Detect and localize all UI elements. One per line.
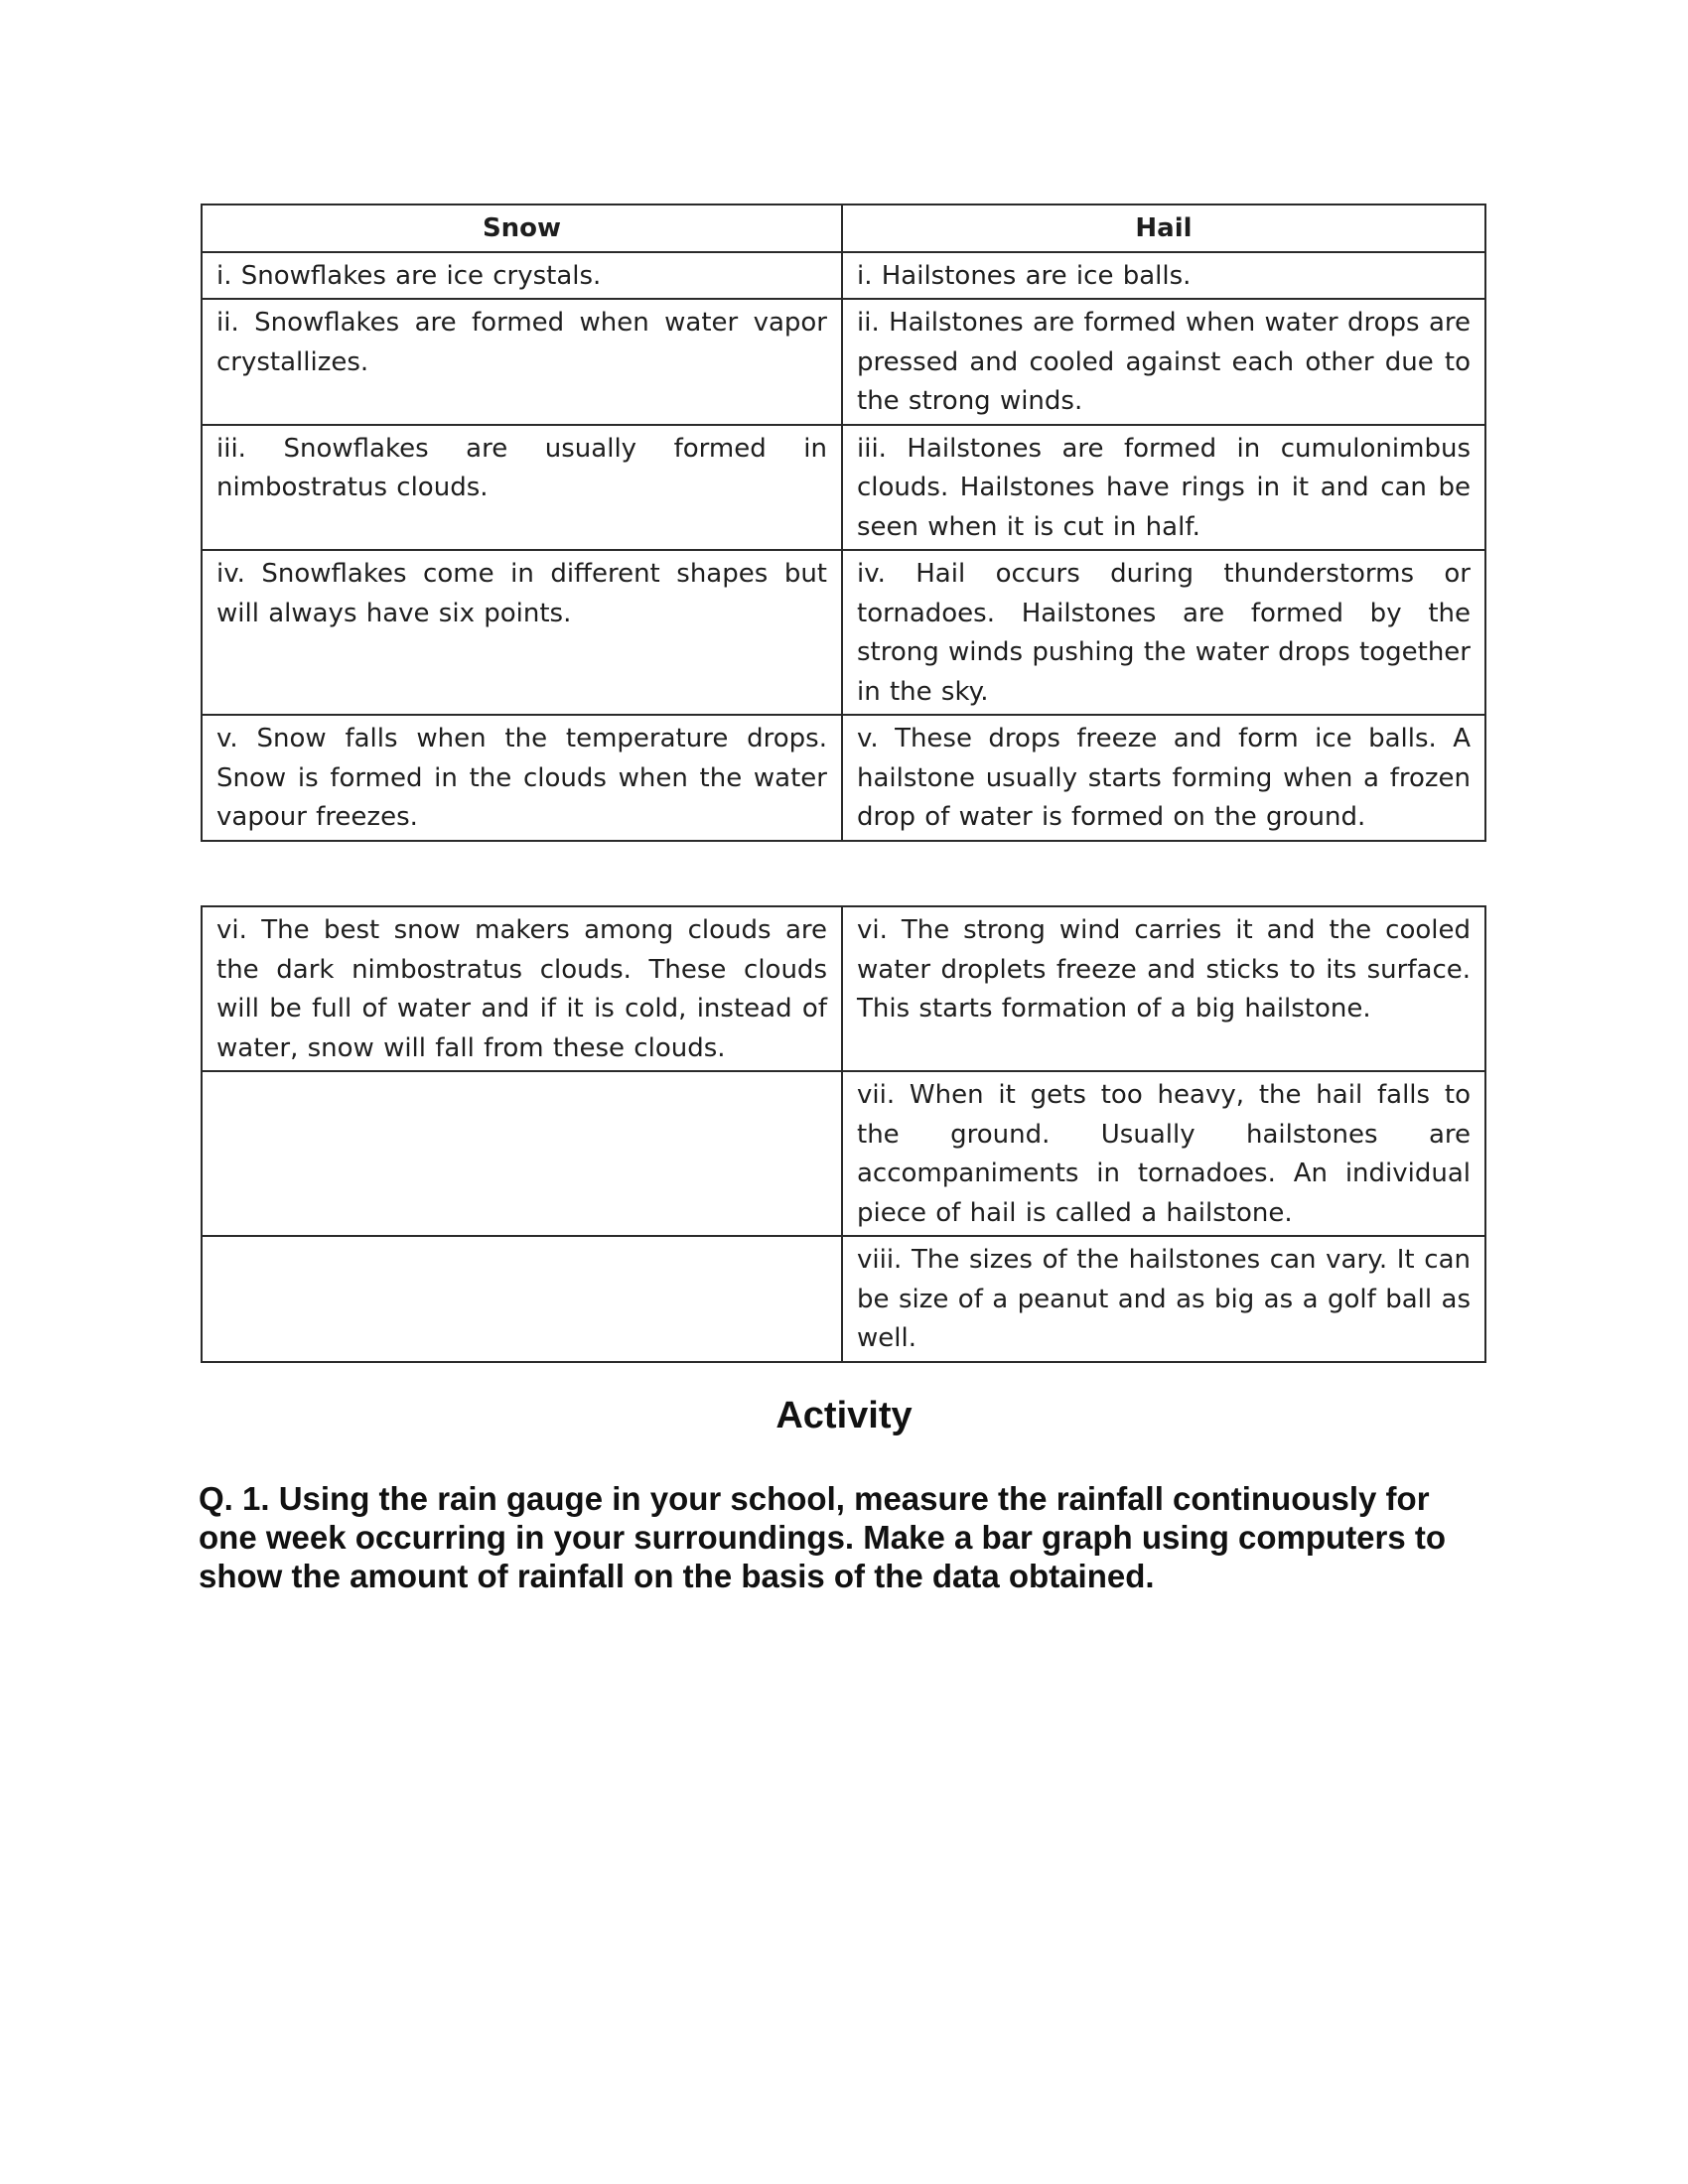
hail-cell: ii. Hailstones are formed when water drops are pressed and cooled against each other due to the strong winds.: [842, 299, 1485, 425]
column-header-snow: Snow: [202, 205, 842, 252]
table-row: [202, 1236, 1485, 1362]
table-row: [202, 425, 1485, 551]
snow-hail-comparison-table-continued: [201, 905, 1486, 1363]
snow-cell: iii. Snowflakes are usually formed in nimbostratus clouds.: [202, 425, 842, 551]
hail-cell: vi. The strong wind carries it and the cooled water droplets freeze and sticks to its surface. This starts formation of a big hailstone.: [842, 906, 1485, 1071]
snow-hail-comparison-table: [201, 204, 1486, 842]
snow-cell: vi. The best snow makers among clouds are the dark nimbostratus clouds. These clouds will be full of water and if it is cold, instead of water, snow will fall from these clouds.: [202, 906, 842, 1071]
table-row: [202, 550, 1485, 715]
table-row: [202, 252, 1485, 300]
hail-cell: iv. Hail occurs during thunderstorms or tornadoes. Hailstones are formed by the strong winds pushing the water drops together in the sky.: [842, 550, 1485, 715]
snow-cell-empty: [202, 1071, 842, 1236]
snow-cell: i. Snowflakes are ice crystals.: [202, 252, 842, 300]
snow-cell: ii. Snowflakes are formed when water vapor crystallizes.: [202, 299, 842, 425]
snow-cell: iv. Snowflakes come in different shapes but will always have six points.: [202, 550, 842, 715]
snow-cell-empty: [202, 1236, 842, 1362]
table-row: [202, 906, 1485, 1071]
hail-cell: i. Hailstones are ice balls.: [842, 252, 1485, 300]
table-row: [202, 715, 1485, 841]
hail-cell: viii. The sizes of the hailstones can vary. It can be size of a peanut and as big as a golf ball as well.: [842, 1236, 1485, 1362]
table-header-row: [202, 205, 1485, 252]
hail-cell: v. These drops freeze and form ice balls. A hailstone usually starts forming when a frozen drop of water is formed on the ground.: [842, 715, 1485, 841]
table-row: [202, 299, 1485, 425]
column-header-hail: Hail: [842, 205, 1485, 252]
hail-cell: iii. Hailstones are formed in cumulonimbus clouds. Hailstones have rings in it and can be seen when it is cut in half.: [842, 425, 1485, 551]
activity-heading: Activity: [775, 1395, 913, 1436]
hail-cell: vii. When it gets too heavy, the hail falls to the ground. Usually hailstones are accompaniments in tornadoes. An individual piece of hail is called a hailstone.: [842, 1071, 1485, 1236]
table-row: [202, 1071, 1485, 1236]
activity-question: Q. 1. Using the rain gauge in your school, measure the rainfall continuously for one week occurring in your surroundings. Make a bar graph using computers to show the amount of rainfall on the basis of the data obtained.: [199, 1480, 1447, 1594]
snow-cell: v. Snow falls when the temperature drops. Snow is formed in the clouds when the water vapour freezes.: [202, 715, 842, 841]
